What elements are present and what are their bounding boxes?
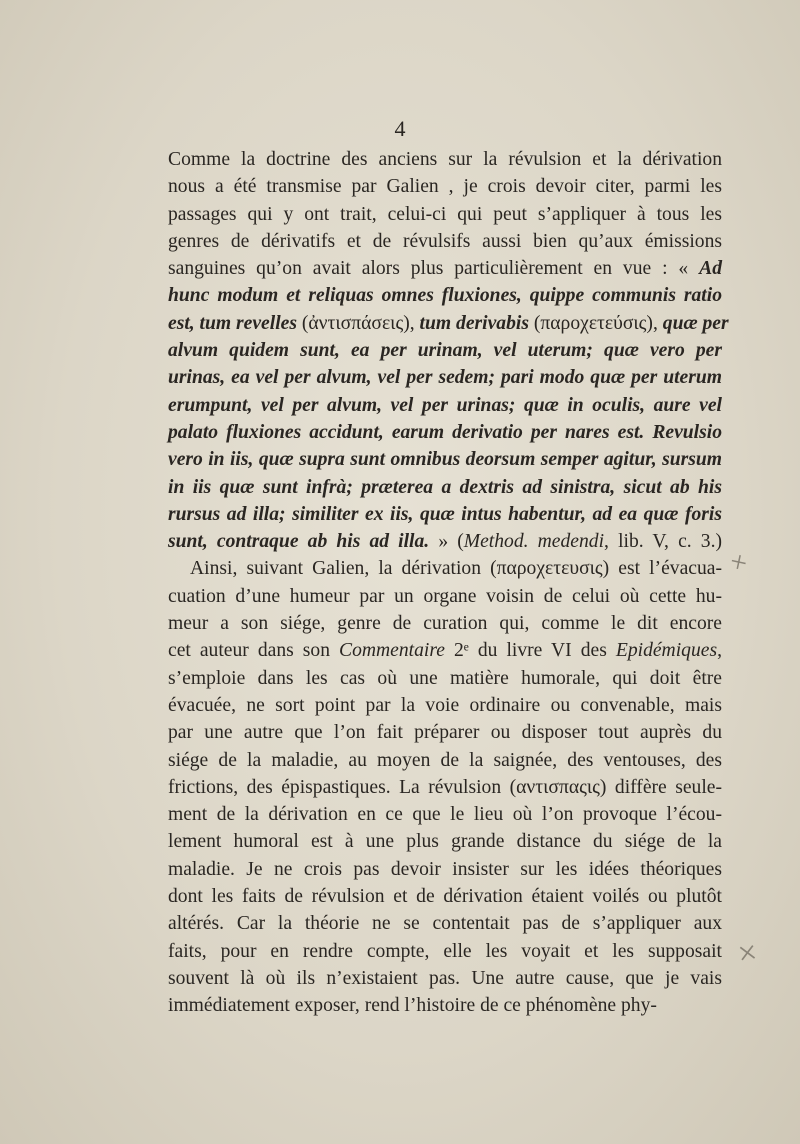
text-line [168,201,722,228]
text-line [168,173,722,200]
text-segment: urinas, ea vel per alvum, vel per sedem; pari modo quæ per uterum [168,367,722,389]
text-segment: immédiatement exposer, rend l’histoire de ce phénomène phy- [168,995,657,1017]
text-segment: hunc modum et reliquas omnes fluxiones, quippe communis ratio [168,285,722,307]
text-segment: alvum quidem sunt, ea per urinam, vel uterum; quæ vero per [168,340,722,362]
text-segment: genres de dérivatifs et de révulsifs aussi bien qu’aux émissions [168,230,722,252]
text-line [168,747,722,774]
text-segment: meur a son siége, genre de curation qui, comme le dit encore [168,613,722,635]
text-segment: est, tum revelles [168,312,302,334]
text-segment: dont les faits de révulsion et de dérivation étaient voilés ou plutôt [168,886,722,908]
text-segment: palato fluxiones accidunt, earum derivatio per nares est. Revulsio [168,421,722,443]
text-line [168,146,722,173]
text-segment: passages qui y ont trait, celui-ci qui peut s’appliquer à tous les [168,203,722,225]
text-line [168,938,722,965]
text-line [168,337,722,364]
text-segment: altérés. Car la théorie ne se contentait pas de s’appliquer aux [168,913,722,935]
text-segment: maladie. Je ne crois pas devoir insister sur les idées théoriques [168,858,722,880]
text-segment: erumpunt, vel per alvum, vel per urinas; quæ in oculis, aure vel [168,394,722,416]
text-line [168,310,729,337]
text-segment: ment de la dérivation en ce que le lieu où l’on provoque l’écou- [168,804,722,826]
text-segment: (παροχετεύσις), [533,312,663,334]
text-segment: 2ᵉ du livre VI des [444,640,616,662]
text-line [168,419,722,446]
text-segment: sanguines qu’on avait alors plus particulièrement en vue : « [168,258,700,280]
text-segment: faits, pour en rendre compte, elle les voyait et les supposait [168,940,722,962]
text-segment: Comme la doctrine des anciens sur la révulsion et la dérivation [168,149,722,170]
text-line [168,364,722,391]
text-line [168,828,722,855]
text-line [168,474,722,501]
margin-mark-plus: + [726,544,751,581]
text-segment: Method. medendi [463,531,605,553]
text-segment: frictions, des épispastiques. La révulsion (αντισπαςις) diffère seule- [168,776,722,798]
text-line [168,774,722,801]
text-segment: sunt, contraque ab his ad illa. [168,531,439,553]
text-line [168,555,722,582]
text-segment: évacuée, ne sort point par la voie ordinaire ou convenable, mais [168,694,722,716]
text-line [168,965,722,992]
text-line [168,583,722,610]
text-segment: nous a été transmise par Galien , je crois devoir citer, parmi les [168,176,722,198]
text-line [168,392,722,419]
text-segment: Commentaire [339,640,445,662]
text-segment: tum derivabis [419,312,534,334]
text-line [168,610,722,637]
text-segment: (ἀντισπάσεις), [301,312,420,334]
text-segment: lement humoral est à une plus grande distance du siége de la [168,831,722,853]
text-segment: vero in iis, quæ supra sunt omnibus deorsum semper agitur, sursum [168,449,722,471]
text-line [168,528,722,555]
text-segment: Ad [699,258,722,280]
text-line [168,282,722,309]
text-segment: s’emploie dans les cas où une matière humorale, qui doit être [168,667,722,689]
text-line [168,501,722,528]
text-segment: souvent là où ils n’existaient pas. Une autre cause, que je vais [168,967,722,989]
text-line [168,910,722,937]
text-segment: , [717,640,722,662]
text-segment: Epidémiques [615,640,718,662]
text-segment: siége de la maladie, au moyen de la saignée, des ventouses, des [168,749,722,771]
text-line [168,665,722,692]
page-number: 4 [394,116,406,141]
text-segment: quæ per [662,312,729,334]
text-segment: » ( [438,531,464,553]
text-line [168,856,722,883]
body-text [168,146,729,1020]
text-line [168,255,722,282]
text-line [168,228,722,255]
text-segment: in iis quæ sunt infrà; præterea a dextris ad sinistra, sicut ab his [168,476,722,498]
text-line [168,883,722,910]
text-line [168,692,722,719]
text-segment: cet auteur dans son [168,640,340,662]
text-line [168,637,722,664]
text-segment: , lib. V, c. 3.) [604,531,723,553]
text-segment: par une autre que l’on fait préparer ou disposer tout auprès du [168,722,722,744]
text-segment: cuation d’une humeur par un organe voisin de celui où cette hu- [168,585,722,607]
margin-mark-x: × [735,933,760,974]
text-segment: Ainsi, suivant Galien, la dérivation (παροχετευσις) est l’évacua- [190,558,722,580]
text-line [168,992,722,1019]
text-line [168,446,722,473]
text-line [168,801,722,828]
text-segment: rursus ad illa; similiter ex iis, quæ intus habentur, ad ea quæ foris [168,503,722,525]
text-line [168,719,722,746]
